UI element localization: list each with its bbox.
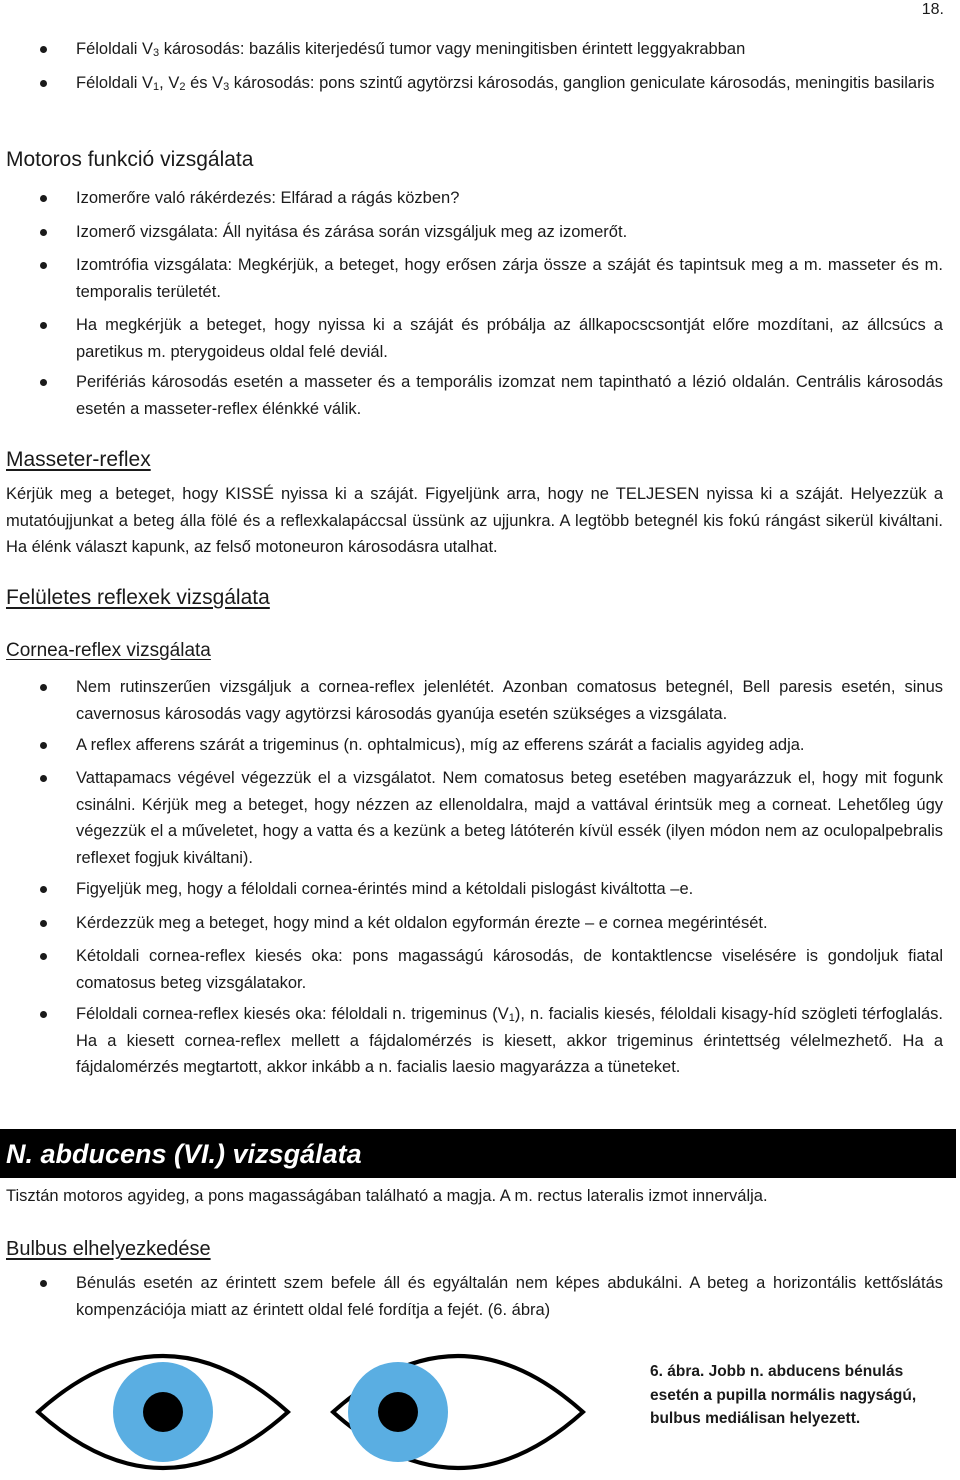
- list-item: Kérdezzük meg a beteget, hogy mind a két oldalon egyformán érezte – e cornea megérintését.: [36, 910, 943, 937]
- figure-caption: 6. ábra. Jobb n. abducens bénulás esetén a pupilla normális nagyságú, bulbus mediálisan helyezett.: [650, 1363, 917, 1427]
- list-item: Ha megkérjük a beteget, hogy nyissa ki a száját és próbálja az állkapocscsontját előre mozdítani, az állcsúcs a paretikus m. pterygoideus oldal felé deviál.: [36, 312, 943, 365]
- section-heading-motor: Motoros funkció vizsgálata: [6, 148, 254, 171]
- list-item: Izomerőre való rákérdezés: Elfárad a rágás közben?: [36, 185, 943, 212]
- section-heading-superficial: Felületes reflexek vizsgálata: [6, 586, 270, 609]
- list-item: Féloldali $V_3$ károsodás: bazális kiterjedésű tumor vagy meningitisben érintett leggyakrabban: [36, 36, 943, 63]
- right-eye: [333, 1356, 583, 1468]
- subheading-bulbus: Bulbus elhelyezkedése: [6, 1238, 211, 1260]
- list-item: Perifériás károsodás esetén a masseter és a temporális izomzat nem tapintható a lézió oldalán. Centrális károsodás esetén a masseter-reflex élénkké válik.: [36, 369, 943, 422]
- list-item: Izomerő vizsgálata: Áll nyitása és zárása során vizsgáljuk meg az izomerőt.: [36, 219, 943, 246]
- pupil-icon: [143, 1392, 183, 1432]
- list-item: Bénulás esetén az érintett szem befele áll és egyáltalán nem képes abdukálni. A beteg a horizontális kettőslátás kompenzációja miatt az érintett oldal felé fordítja a fejét. (6. ábra): [36, 1270, 943, 1323]
- left-eye: [38, 1356, 288, 1468]
- abducens-paragraph: Tisztán motoros agyideg, a pons magasságában található a magja. A m. rectus lateralis izmot innerválja.: [6, 1187, 768, 1205]
- list-item: Kétoldali cornea-reflex kiesés oka: pons magasságú károsodás, de kontaktlencse viselésére is gondoljuk fiatal comatosus beteg vizsgálatakor.: [36, 943, 943, 996]
- banner-title: N. abducens (VI.) vizsgálata: [6, 1139, 362, 1169]
- section-banner-abducens: [0, 1129, 956, 1178]
- page-number: 18.: [921, 1, 944, 18]
- list-item: Nem rutinszerűen vizsgáljuk a cornea-reflex jelenlétét. Azonban comatosus betegnél, Bell paresis esetén, sinus cavernosus károsodás vagy agytörzsi károsodás gyanúja esetén szükséges a vizsgálata.: [36, 674, 943, 727]
- eyes-figure: [28, 1340, 608, 1480]
- section-heading-masseter: Masseter-reflex: [6, 448, 151, 471]
- list-item: Féloldali $V_1$, $V_2$ és $V_3$ károsodás: pons szintű agytörzsi károsodás, ganglion geniculate károsodás, meningitis basilaris: [36, 70, 943, 97]
- list-item: Izomtrófia vizsgálata: Megkérjük, a beteget, hogy erősen zárja össze a száját és tapintsuk meg a m. masseter és m. temporalis területét.: [36, 252, 943, 305]
- pupil-icon: [378, 1392, 418, 1432]
- list-item: Vattapamacs végével végezzük el a vizsgálatot. Nem comatosus beteg esetében magyarázzuk el, hogy mit fogunk csinálni. Kérjük meg a beteget, hogy nézzen az ellenoldalra, majd a vattával érintsük meg a corneat. Lehetőleg úgy végezzük el a műveletet, hogy a vatta és a kezünk a beteg látóterén kívül essék (ilyen módon nem az oculopalpebralis reflexet fogjuk kiváltani).: [36, 765, 943, 871]
- list-item: Féloldali cornea-reflex kiesés oka: féloldali n. trigeminus $(V_1)$, n. facialis kiesés, féloldali kisagy-híd szögleti térfoglalás. Ha a kiesett cornea-reflex mellett a fájdalomérzés is kiesett, akkor trigeminus érintettség vélelmezhető. Ha a fájdalomérzés megtartott, akkor inkább a n. facialis laesio magyarázza a tüneteket.: [36, 1001, 943, 1081]
- subheading-cornea: Cornea-reflex vizsgálata: [6, 640, 211, 661]
- masseter-paragraph: Kérjük meg a beteget, hogy KISSÉ nyissa ki a száját. Figyeljünk arra, hogy ne TELJESEN nyissa ki a száját. Helyezzük a mutatóujjunkat a beteg álla fölé és a reflexkalapáccsal üssünk az ujjunkra. A legtöbb betegnél kis fokú rángást sikerül kiváltani. Ha élénk választ kapunk, az felső motoneuron károsodásra utalhat.: [6, 485, 943, 556]
- list-item: A reflex afferens szárát a trigeminus (n. ophtalmicus), míg az efferens szárát a facialis agyideg adja.: [36, 732, 943, 759]
- list-item: Figyeljük meg, hogy a féloldali cornea-érintés mind a kétoldali pislogást kiváltotta –e.: [36, 876, 943, 903]
